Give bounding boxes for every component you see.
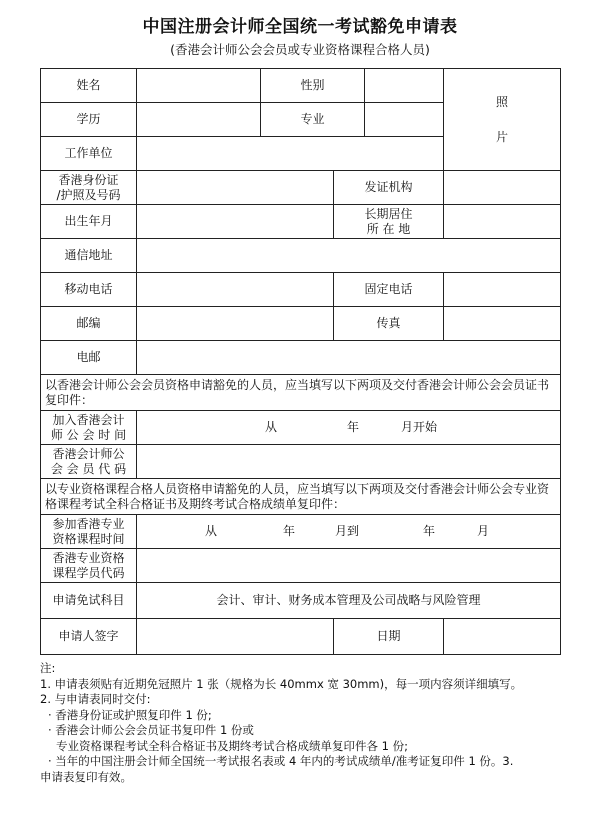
section1-note: 以香港会计师公会会员资格申请豁免的人员，应当填写以下两项及交付香港会计师公会会员证书复印件： — [41, 375, 561, 411]
notes-section — [40, 661, 580, 785]
note-2d: · 当年的中国注册会计师全国统一考试报名表或 4 年内的考试成绩单/准考证复印件 1 份。3. — [48, 754, 514, 768]
birth-field[interactable] — [137, 205, 334, 239]
course-time-label-line-2: 资格课程时间 — [52, 531, 125, 546]
student-code-field[interactable] — [137, 549, 561, 583]
postcode-field[interactable] — [137, 307, 334, 341]
fax-label: 传真 — [334, 307, 444, 341]
name-label: 姓名 — [41, 69, 137, 103]
student-code-label-line-2: 课程学员代码 — [52, 565, 125, 580]
course-month-text: 月 — [477, 524, 490, 538]
note-2b: · 香港会计师公会会员证书复印件 1 份或 — [48, 723, 254, 737]
section2-note: 以专业资格课程合格人员资格申请豁免的人员，应当填写以下两项及交付香港会计师公会专业资格课程考试全科合格证书及期终考试合格成绩单复印件： — [41, 479, 561, 515]
student-code-label — [41, 549, 137, 583]
course-month-to-text: 月到 — [335, 524, 360, 538]
fax-field[interactable] — [444, 307, 561, 341]
join-month-start-text: 月开始 — [401, 420, 438, 434]
member-code-label-line-1: 香港会计师公 — [52, 446, 125, 461]
residence-label-line-1: 长期居住 — [364, 206, 413, 221]
education-field[interactable] — [137, 103, 261, 137]
issuer-field[interactable] — [444, 171, 561, 205]
note-3: 申请表复印有效。 — [40, 769, 132, 784]
postcode-label: 邮编 — [41, 307, 137, 341]
course-time-field[interactable] — [137, 515, 561, 549]
residence-field[interactable] — [444, 205, 561, 239]
signature-field[interactable] — [137, 619, 334, 655]
email-label: 电邮 — [41, 341, 137, 375]
join-year-text: 年 — [347, 420, 360, 434]
note-2: 2. 与申请表同时交付: — [40, 692, 151, 706]
major-label: 专业 — [261, 103, 365, 137]
gender-label: 性别 — [261, 69, 365, 103]
address-field[interactable] — [137, 239, 561, 273]
mobile-label: 移动电话 — [41, 273, 137, 307]
photo-box[interactable] — [444, 69, 561, 171]
member-code-label-line-2: 会 会 员 代 码 — [50, 461, 127, 476]
id-label — [41, 171, 137, 205]
landline-label: 固定电话 — [334, 273, 444, 307]
student-code-label-line-1: 香港专业资格 — [52, 550, 125, 565]
residence-label — [334, 205, 444, 239]
id-label-line-1: 香港身份证 — [58, 172, 119, 187]
mobile-field[interactable] — [137, 273, 334, 307]
join-time-label-line-1: 加入香港会计 — [52, 412, 125, 427]
exempt-subject-label: 申请免试科目 — [41, 583, 137, 619]
member-code-field[interactable] — [137, 445, 561, 479]
form-title: 中国注册会计师全国统一考试豁免申请表 — [142, 17, 458, 37]
notes-heading: 注: — [40, 661, 56, 675]
name-field[interactable] — [137, 69, 261, 103]
join-time-label — [41, 411, 137, 445]
member-code-label — [41, 445, 137, 479]
join-time-label-line-2: 师 公 会 时 间 — [50, 427, 127, 442]
employer-field[interactable] — [137, 137, 444, 171]
education-label: 学历 — [41, 103, 137, 137]
id-label-line-2: /护照及号码 — [56, 187, 121, 202]
email-field[interactable] — [137, 341, 561, 375]
exempt-subject-value: 会计、审计、财务成本管理及公司战略与风险管理 — [137, 583, 561, 619]
course-time-label-line-1: 参加香港专业 — [52, 516, 125, 531]
note-1: 1. 申请表须贴有近期免冠照片 1 张（规格为长 40mmx 宽 30mm)，每一项内容须详细填写。 — [40, 676, 523, 691]
note-2c: 专业资格课程考试全科合格证书及期终考试合格成绩单复印件各 1 份; — [56, 738, 408, 753]
note-2a: · 香港身份证或护照复印件 1 份; — [48, 707, 212, 722]
form-subtitle: (香港会计师公会会员或专业资格课程合格人员) — [170, 42, 430, 57]
course-from-text: 从 — [205, 524, 218, 538]
residence-label-line-2: 所 在 地 — [366, 221, 411, 236]
join-from-text: 从 — [265, 420, 278, 434]
gender-field[interactable] — [365, 69, 444, 103]
issuer-label: 发证机构 — [334, 171, 444, 205]
employer-label: 工作单位 — [41, 137, 137, 171]
course-time-label — [41, 515, 137, 549]
address-label: 通信地址 — [41, 239, 137, 273]
photo-char-1: 照 — [496, 94, 509, 109]
date-label: 日期 — [334, 619, 444, 655]
birth-label: 出生年月 — [41, 205, 137, 239]
major-field[interactable] — [365, 103, 444, 137]
landline-field[interactable] — [444, 273, 561, 307]
join-time-field[interactable] — [137, 411, 561, 445]
course-year2-text: 年 — [423, 524, 436, 538]
application-form-table — [40, 68, 561, 655]
photo-char-2: 片 — [496, 129, 509, 144]
date-field[interactable] — [444, 619, 561, 655]
id-field[interactable] — [137, 171, 334, 205]
signature-label: 申请人签字 — [41, 619, 137, 655]
course-year1-text: 年 — [283, 524, 296, 538]
